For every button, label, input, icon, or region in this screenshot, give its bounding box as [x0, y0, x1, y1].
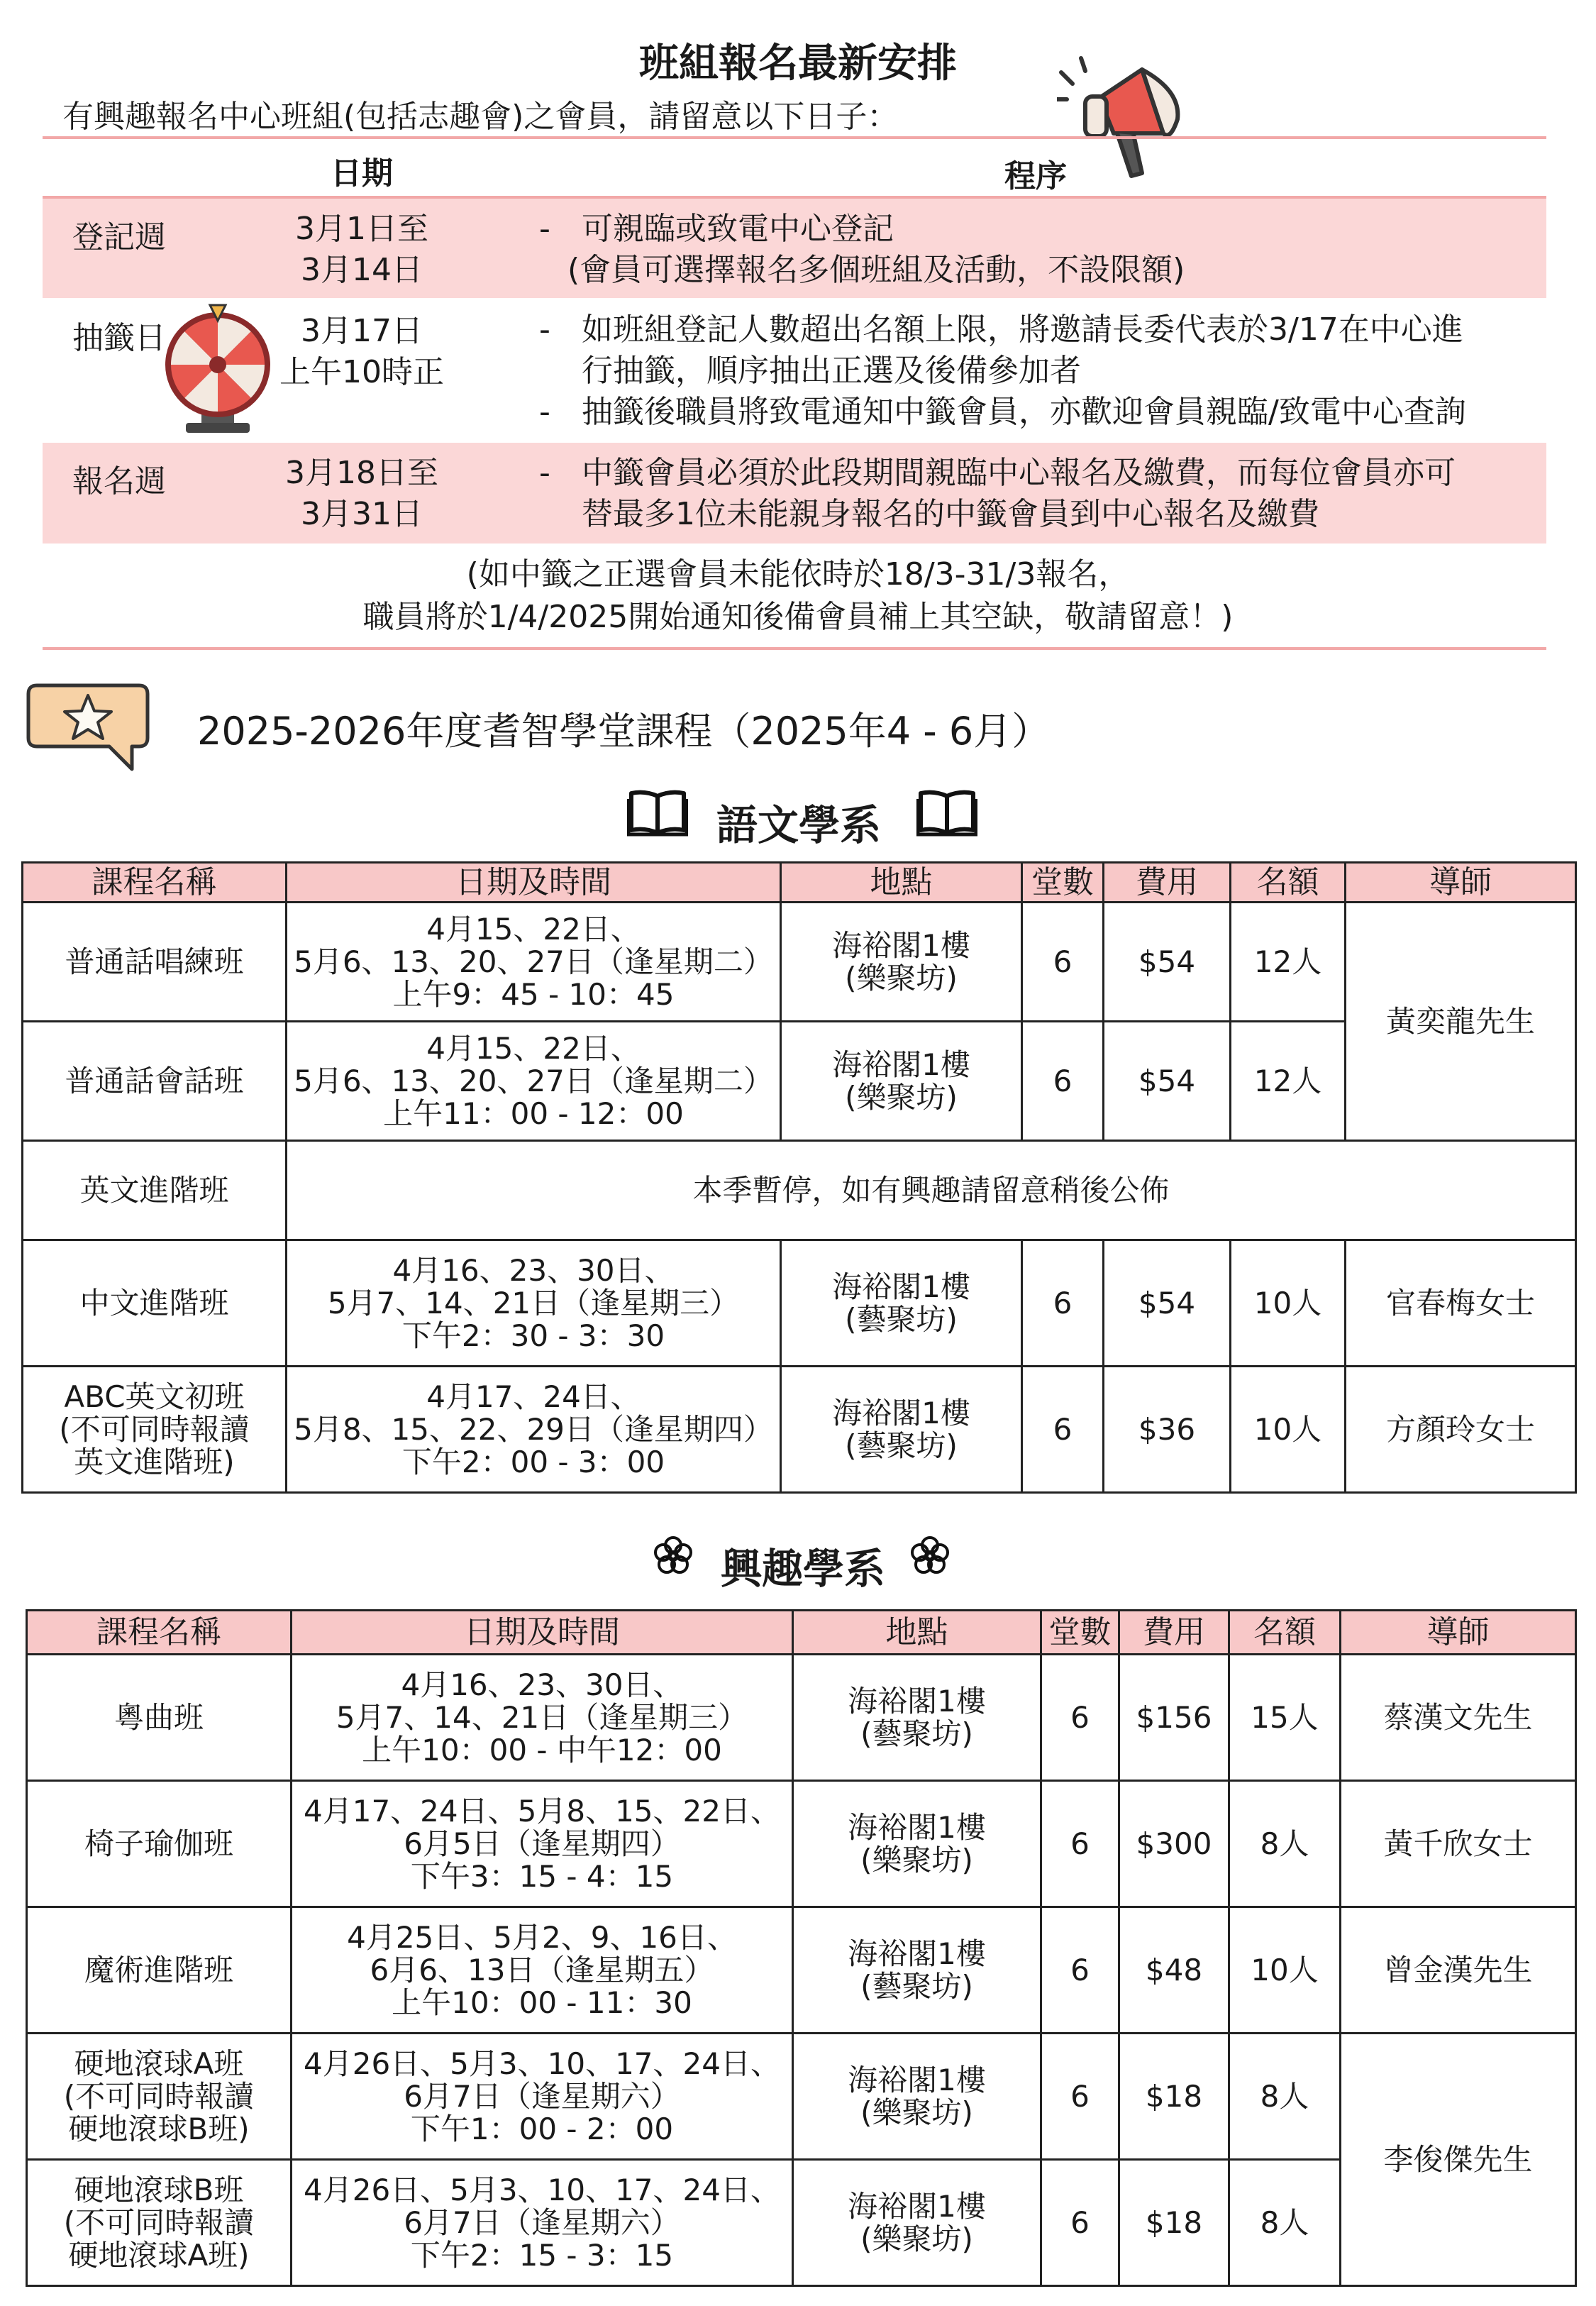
col-header: 堂數 [1022, 863, 1104, 903]
flower-icon [909, 1535, 951, 1577]
course-venue [793, 1655, 1041, 1781]
course-name [23, 1367, 287, 1493]
venue-line: (樂聚坊) [860, 2095, 973, 2130]
course-name [27, 2034, 292, 2160]
course-datetime [287, 1240, 781, 1367]
name-line: ABC英文初班 [64, 1379, 245, 1414]
interest-course-table [26, 1609, 1577, 2287]
language-course-table [21, 861, 1577, 1494]
course-quota: 10人 [1231, 1367, 1346, 1493]
course-name: 中文進階班 [23, 1240, 287, 1367]
venue-line: 海裕閣1樓 [848, 1683, 986, 1719]
course-name: 椅子瑜伽班 [27, 1781, 292, 1907]
date-line: 3月18日至 [285, 455, 438, 491]
datetime-line: 5月8、15、22、29日（逢星期四） [294, 1411, 773, 1447]
course-tutor: 曾金漢先生 [1341, 1907, 1576, 2034]
date-line: 3月14日 [301, 252, 423, 288]
datetime-line: 4月17、24日、 [426, 1379, 641, 1414]
course-fee: $156 [1119, 1655, 1229, 1781]
language-section-title: 語文學系 [716, 801, 882, 849]
venue-line: (藝聚坊) [860, 1716, 973, 1751]
course-name: 普通話唱練班 [23, 903, 287, 1022]
venue-line: 海裕閣1樓 [832, 927, 970, 963]
course-datetime [292, 1907, 793, 2034]
course-quota: 8人 [1229, 2034, 1341, 2160]
venue-line: 海裕閣1樓 [848, 2188, 986, 2224]
date-line: 上午10時正 [279, 354, 444, 390]
course-venue [793, 1781, 1041, 1907]
datetime-line: 上午10：00 - 11：30 [392, 1985, 692, 2020]
course-name: 魔術進階班 [27, 1907, 292, 2034]
col-header: 費用 [1119, 1611, 1229, 1655]
datetime-line: 下午3：15 - 4：15 [410, 1858, 674, 1894]
course-sessions: 6 [1022, 1240, 1104, 1367]
venue-line: 海裕閣1樓 [848, 1809, 986, 1845]
table-row [27, 1655, 1576, 1781]
row-label: 報名週 [72, 463, 166, 500]
datetime-line: 下午2：15 - 3：15 [410, 2237, 674, 2273]
table-row [23, 1240, 1576, 1367]
datetime-line: 5月6、13、20、27日（逢星期二） [294, 944, 773, 979]
course-venue [781, 1022, 1022, 1141]
course-quota: 10人 [1231, 1240, 1346, 1367]
table-row [27, 1781, 1576, 1907]
proc-text: 如班組登記人數超出名額上限，將邀請長委代表於3/17在中心進 [582, 311, 1463, 348]
venue-line: 海裕閣1樓 [832, 1047, 970, 1082]
course-venue [793, 1907, 1041, 2034]
name-line: (不可同時報讀 [63, 2078, 255, 2114]
course-fee: $18 [1119, 2034, 1229, 2160]
program-title: 2025-2026年度耆智學堂課程（2025年4 - 6月） [197, 709, 1051, 754]
datetime-line: 下午2：00 - 3：00 [401, 1444, 665, 1479]
col-proc-header: 程序 [1004, 158, 1067, 194]
course-datetime [292, 2034, 793, 2160]
proc-text: (會員可選擇報名多個班組及活動，不設限額) [567, 252, 1185, 288]
datetime-line: 5月7、14、21日（逢星期三） [336, 1699, 748, 1735]
venue-line: (樂聚坊) [860, 1842, 973, 1877]
table-row [23, 1141, 1576, 1240]
datetime-line: 6月7日（逢星期六） [404, 2078, 680, 2114]
table-row [27, 1907, 1576, 2034]
bullet-dash: - [539, 311, 550, 348]
table-row [23, 903, 1576, 1022]
row-date [213, 209, 511, 291]
date-line: 3月31日 [301, 496, 423, 532]
open-book-icon [916, 789, 977, 837]
course-datetime [287, 1367, 781, 1493]
course-sessions: 6 [1041, 1655, 1119, 1781]
course-quota: 12人 [1231, 903, 1346, 1022]
col-header: 課程名稱 [23, 863, 287, 903]
datetime-line: 6月7日（逢星期六） [404, 2205, 680, 2240]
course-tutor: 方顏玲女士 [1346, 1367, 1576, 1493]
flower-icon [653, 1535, 694, 1577]
course-sessions: 6 [1041, 2034, 1119, 2160]
name-line: 硬地滾球B班 [74, 2172, 244, 2207]
course-datetime [287, 1022, 781, 1141]
col-header: 導師 [1346, 863, 1576, 903]
course-sessions: 6 [1041, 1781, 1119, 1907]
course-datetime [292, 2160, 793, 2286]
col-header: 堂數 [1041, 1611, 1119, 1655]
star-badge-icon [26, 683, 150, 776]
col-date-header: 日期 [331, 155, 393, 192]
course-sessions: 6 [1022, 1367, 1104, 1493]
course-fee: $18 [1119, 2160, 1229, 2286]
schedule-note [0, 553, 1596, 639]
table-row [23, 1367, 1576, 1493]
course-sessions: 6 [1022, 1022, 1104, 1141]
open-book-icon [627, 789, 688, 837]
datetime-line: 4月16、23、30日、 [401, 1667, 683, 1702]
course-name [27, 2160, 292, 2286]
course-venue [781, 1240, 1022, 1367]
name-line: 硬地滾球A班) [68, 2237, 250, 2273]
course-sessions: 6 [1041, 2160, 1119, 2286]
col-header: 課程名稱 [27, 1611, 292, 1655]
course-quota: 10人 [1229, 1907, 1341, 2034]
col-header: 費用 [1104, 863, 1231, 903]
row-label: 登記週 [72, 219, 166, 255]
venue-line: (樂聚坊) [845, 1079, 958, 1115]
course-fee: $54 [1104, 903, 1231, 1022]
name-line: (不可同時報讀 [63, 2205, 255, 2240]
datetime-line: 4月16、23、30日、 [392, 1252, 675, 1288]
col-header: 地點 [781, 863, 1022, 903]
course-tutor: 李俊傑先生 [1341, 2034, 1576, 2286]
table-row [23, 1022, 1576, 1141]
proc-text: 替最多1位未能親身報名的中籤會員到中心報名及繳費 [582, 496, 1319, 532]
col-header: 日期及時間 [287, 863, 781, 903]
venue-line: (藝聚坊) [845, 1428, 958, 1463]
venue-line: 海裕閣1樓 [848, 1936, 986, 1971]
venue-line: (樂聚坊) [860, 2221, 973, 2256]
proc-text: 行抽籤，順序抽出正選及後備參加者 [582, 353, 1081, 389]
venue-line: 海裕閣1樓 [832, 1269, 970, 1304]
datetime-line: 下午1：00 - 2：00 [410, 2111, 674, 2146]
bullet-dash: - [539, 455, 550, 491]
course-datetime [292, 1655, 793, 1781]
course-tutor: 官春梅女士 [1346, 1240, 1576, 1367]
suspended-notice: 本季暫停，如有興趣請留意稍後公佈 [287, 1141, 1576, 1240]
date-line: 3月1日至 [295, 211, 428, 247]
course-tutor: 黃奕龍先生 [1346, 903, 1576, 1141]
row-procedure [539, 209, 1532, 291]
datetime-line: 4月26日、5月3、10、17、24日、 [304, 2172, 780, 2207]
proc-text: 可親臨或致電中心登記 [582, 211, 894, 247]
course-fee: $48 [1119, 1907, 1229, 2034]
row-procedure [539, 453, 1532, 535]
table-row [27, 2034, 1576, 2160]
datetime-line: 4月25日、5月2、9、16日、 [347, 1919, 737, 1955]
course-quota: 15人 [1229, 1655, 1341, 1781]
course-sessions: 6 [1041, 1907, 1119, 2034]
course-fee: $300 [1119, 1781, 1229, 1907]
proc-text: 抽籤後職員將致電通知中籤會員，亦歡迎會員親臨/致電中心查詢 [582, 394, 1466, 430]
course-name: 粵曲班 [27, 1655, 292, 1781]
course-datetime [292, 1781, 793, 1907]
course-name: 英文進階班 [23, 1141, 287, 1240]
datetime-line: 6月5日（逢星期四） [404, 1826, 680, 1861]
name-line: (不可同時報讀 [59, 1411, 250, 1447]
venue-line: 海裕閣1樓 [848, 2062, 986, 2097]
name-line: 英文進階班) [74, 1444, 235, 1479]
course-fee: $36 [1104, 1367, 1231, 1493]
col-header: 名額 [1229, 1611, 1341, 1655]
course-sessions: 6 [1022, 903, 1104, 1022]
datetime-line: 4月15、22日、 [426, 911, 641, 947]
venue-line: 海裕閣1樓 [832, 1395, 970, 1430]
datetime-line: 5月7、14、21日（逢星期三） [327, 1285, 740, 1320]
datetime-line: 上午10：00 - 中午12：00 [362, 1732, 722, 1767]
course-datetime [287, 903, 781, 1022]
course-fee: $54 [1104, 1240, 1231, 1367]
divider [43, 136, 1546, 139]
row-date [213, 453, 511, 535]
course-name: 普通話會話班 [23, 1022, 287, 1141]
course-quota: 12人 [1231, 1022, 1346, 1141]
datetime-line: 4月15、22日、 [426, 1030, 641, 1066]
datetime-line: 6月6、13日（逢星期五） [370, 1952, 714, 1987]
interest-section-title: 興趣學系 [721, 1545, 886, 1593]
prize-wheel-icon [157, 304, 278, 436]
course-tutor: 黃千欣女士 [1341, 1781, 1576, 1907]
proc-text: 中籤會員必須於此段期間親臨中心報名及繳費，而每位會員亦可 [582, 455, 1456, 491]
datetime-line: 上午9：45 - 10：45 [392, 976, 675, 1012]
schedule-row-enrol [43, 443, 1546, 544]
venue-line: (藝聚坊) [845, 1301, 958, 1337]
page-title: 班組報名最新安排 [639, 40, 957, 87]
note-line: 職員將於1/4/2025開始通知後備會員補上其空缺，敬請留意！) [362, 599, 1234, 635]
course-venue [781, 1367, 1022, 1493]
bullet-dash: - [539, 394, 550, 430]
name-line: 硬地滾球A班 [74, 2046, 244, 2081]
bullet-dash: - [539, 211, 550, 247]
col-header: 地點 [793, 1611, 1041, 1655]
datetime-line: 5月6、13、20、27日（逢星期二） [294, 1063, 773, 1098]
row-procedure [539, 309, 1532, 433]
course-quota: 8人 [1229, 1781, 1341, 1907]
schedule-row-registration [43, 199, 1546, 298]
datetime-line: 4月17、24日、5月8、15、22日、 [304, 1793, 780, 1828]
datetime-line: 下午2：30 - 3：30 [401, 1318, 665, 1353]
venue-line: (藝聚坊) [860, 1968, 973, 2004]
venue-line: (樂聚坊) [845, 960, 958, 995]
table-header-row [23, 863, 1576, 903]
datetime-line: 4月26日、5月3、10、17、24日、 [304, 2046, 780, 2081]
note-line: (如中籤之正選會員未能依時於18/3-31/3報名， [466, 556, 1130, 592]
course-quota: 8人 [1229, 2160, 1341, 2286]
col-header: 名額 [1231, 863, 1346, 903]
col-header: 日期及時間 [292, 1611, 793, 1655]
course-venue [793, 2034, 1041, 2160]
intro-text: 有興趣報名中心班組(包括志趣會)之會員，請留意以下日子： [62, 99, 899, 135]
course-tutor: 蔡漢文先生 [1341, 1655, 1576, 1781]
course-venue [781, 903, 1022, 1022]
divider [43, 647, 1546, 650]
table-header-row [27, 1611, 1576, 1655]
row-label: 抽籤日 [72, 320, 166, 356]
date-line: 3月17日 [301, 313, 423, 349]
datetime-line: 上午11：00 - 12：00 [383, 1096, 684, 1131]
col-header: 導師 [1341, 1611, 1576, 1655]
name-line: 硬地滾球B班) [68, 2111, 250, 2146]
course-venue [793, 2160, 1041, 2286]
course-fee: $54 [1104, 1022, 1231, 1141]
